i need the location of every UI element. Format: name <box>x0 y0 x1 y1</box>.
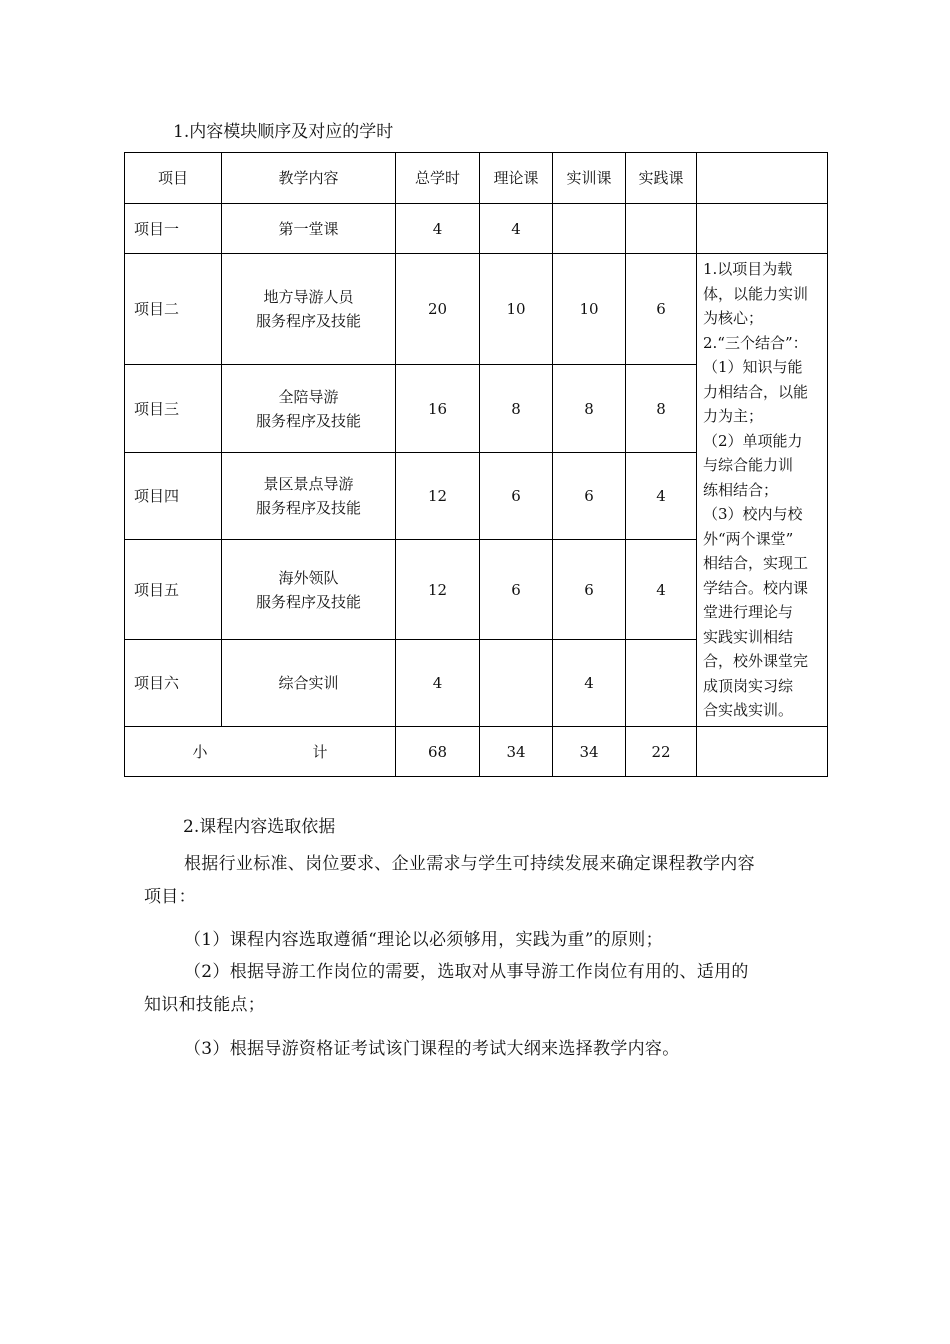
content-line: 地方导游人员 <box>263 288 354 306</box>
header-practice: 实践课 <box>626 153 697 204</box>
training-cell: 8 <box>553 365 626 453</box>
subtotal-label-right: 计 <box>312 742 328 761</box>
total-hours-cell: 16 <box>396 365 480 453</box>
theory-cell: 6 <box>480 540 553 640</box>
paragraph-line: （1）课程内容选取遵循“理论以必须够用，实践为重”的原则； <box>184 930 663 950</box>
content-cell <box>222 204 396 254</box>
note-line: 力为主； <box>703 407 764 425</box>
note-line: 合，校外课堂完 <box>703 652 809 670</box>
note-line: （3）校内与校 <box>703 505 803 523</box>
paragraph <box>144 924 812 957</box>
practice-cell: 4 <box>626 453 697 540</box>
note-line: 为核心； <box>703 309 764 327</box>
content-cell <box>222 540 396 640</box>
header-training: 实训课 <box>553 153 626 204</box>
project-name: 项目五 <box>125 540 222 640</box>
note-line: 1.以项目为载 <box>703 260 793 278</box>
content-line: 全陪导游 <box>278 387 339 406</box>
theory-cell: 4 <box>480 204 553 254</box>
total-hours-cell: 12 <box>396 453 480 540</box>
empty-note-cell <box>697 204 828 254</box>
note-line: （1）知识与能 <box>703 358 803 376</box>
content-line: 服务程序及技能 <box>255 411 361 430</box>
note-line: 相结合，实现工 <box>703 554 809 572</box>
header-notes <box>697 153 828 204</box>
table-row <box>125 204 828 254</box>
section-title-selection-basis: 2.课程内容选取依据 <box>183 817 336 837</box>
training-cell: 6 <box>553 540 626 640</box>
empty-note-cell <box>697 727 828 777</box>
project-name: 项目三 <box>125 365 222 453</box>
training-cell: 6 <box>553 453 626 540</box>
subtotal-label-left: 小 <box>192 742 208 761</box>
table-row <box>125 254 828 365</box>
subtotal-training: 34 <box>553 727 626 777</box>
theory-cell: 6 <box>480 453 553 540</box>
content-line: 服务程序及技能 <box>255 592 361 611</box>
practice-cell: 4 <box>626 540 697 640</box>
theory-cell <box>480 640 553 727</box>
header-theory: 理论课 <box>480 153 553 204</box>
teaching-method-note <box>697 254 828 727</box>
content-cell <box>222 640 396 727</box>
table-header-row <box>125 153 828 204</box>
training-cell <box>553 204 626 254</box>
theory-cell: 8 <box>480 365 553 453</box>
content-line: 综合实训 <box>278 674 339 692</box>
note-line: 体，以能力实训 <box>703 284 809 303</box>
practice-cell: 8 <box>626 365 697 453</box>
section-title-content-modules: 1.内容模块顺序及对应的学时 <box>173 122 394 142</box>
content-line: 海外领队 <box>278 568 339 587</box>
subtotal-practice: 22 <box>626 727 697 777</box>
subtotal-label <box>125 727 396 777</box>
content-cell <box>222 365 396 453</box>
header-project: 项目 <box>125 153 222 204</box>
header-total-hours: 总学时 <box>396 153 480 204</box>
note-line: 成顶岗实习综 <box>703 676 794 695</box>
training-cell: 4 <box>553 640 626 727</box>
content-line: 景区景点导游 <box>263 475 354 493</box>
subtotal-row <box>125 727 828 777</box>
note-line: 实践实训相结 <box>703 627 794 646</box>
note-line: 堂进行理论与 <box>703 603 794 621</box>
project-name: 项目一 <box>125 204 222 254</box>
content-cell <box>222 254 396 365</box>
note-line: 外“两个课堂” <box>703 529 794 548</box>
paragraph <box>144 1033 812 1066</box>
theory-cell: 10 <box>480 254 553 365</box>
subtotal-total: 68 <box>396 727 480 777</box>
paragraph-line: 根据行业标准、岗位要求、企业需求与学生可持续发展来确定课程教学内容 <box>184 854 755 874</box>
total-hours-cell: 20 <box>396 254 480 365</box>
paragraph-line: 知识和技能点； <box>144 995 266 1015</box>
note-line: 学结合。校内课 <box>703 578 809 597</box>
content-line: 服务程序及技能 <box>255 499 361 517</box>
note-line: 2.“三个结合”： <box>703 333 808 352</box>
subtotal-theory: 34 <box>480 727 553 777</box>
paragraph <box>144 848 812 914</box>
course-hours-table <box>124 152 828 777</box>
note-line: 与综合能力训 <box>703 456 794 474</box>
paragraph-line: （2）根据导游工作岗位的需要，选取对从事导游工作岗位有用的、适用的 <box>184 962 749 982</box>
training-cell: 10 <box>553 254 626 365</box>
project-name: 项目六 <box>125 640 222 727</box>
practice-cell: 6 <box>626 254 697 365</box>
content-cell <box>222 453 396 540</box>
total-hours-cell: 4 <box>396 640 480 727</box>
note-line: 力相结合，以能 <box>703 382 809 401</box>
note-line: 合实战实训。 <box>703 701 794 719</box>
paragraph <box>144 956 812 1022</box>
total-hours-cell: 12 <box>396 540 480 640</box>
project-name: 项目二 <box>125 254 222 365</box>
practice-cell <box>626 640 697 727</box>
paragraph-line: 项目： <box>144 887 196 907</box>
content-line: 服务程序及技能 <box>255 312 361 330</box>
project-name: 项目四 <box>125 453 222 540</box>
note-line: 练相结合； <box>703 480 779 499</box>
total-hours-cell: 4 <box>396 204 480 254</box>
note-line: （2）单项能力 <box>703 431 803 450</box>
practice-cell <box>626 204 697 254</box>
content-line: 第一堂课 <box>278 219 339 238</box>
header-content: 教学内容 <box>222 153 396 204</box>
paragraph-line: （3）根据导游资格证考试该门课程的考试大纲来选择教学内容。 <box>184 1039 680 1059</box>
